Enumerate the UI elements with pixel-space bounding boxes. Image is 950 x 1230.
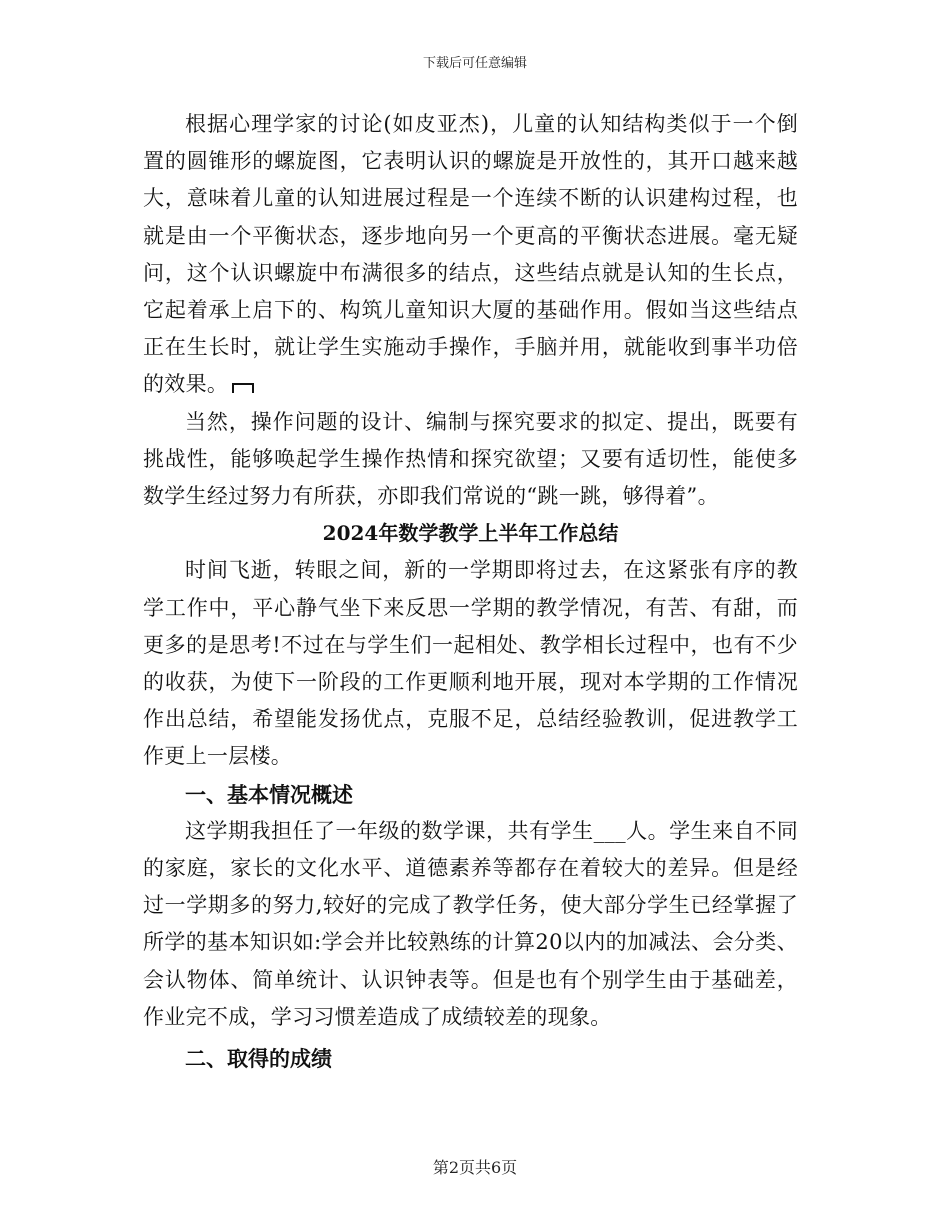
section-title: 2024年数学教学上半年工作总结 [322,521,619,546]
paragraph [143,106,798,404]
section-heading: 一、基本情况概述 [185,781,353,807]
section-heading: 二、取得的成绩 [185,1046,332,1072]
paragraph: 时间飞逝，转眼之间，新的一学期即将过去，在这紧张有序的教学工作中，平心静气坐下来反思一学期的教学情况，有苦、有甜，而更多的是思考!不过在与学生们一起相处、教学相长过程中，也有不少的收获，为使下一阶段的工作更顺利地开展，现对本学期的工作情况作出总结，希望能发扬优点，克服不足，总结经验教训，促进教学工作更上一层楼。 [143,558,798,769]
paragraph-text: 根据心理学家的讨论(如皮亚杰)，儿童的认知结构类似于一个倒置的圆锥形的螺旋图，它表明认识的螺旋是开放性的，其开口越来越大，意味着儿童的认知进展过程是一个连续不断的认识建构过程，也就是由一个平衡状态，逐步地向另一个更高的平衡状态进展。毫无疑问，这个认识螺旋中布满很多的结点，这些结点就是认知的生长点，它起着承上启下的、构筑儿童知识大厦的基础作用。假如当这些结点正在生长时，就让学生实施动手操作，手脑并用，就能收到事半功倍的效果。 [143,112,798,397]
paragraph: 这学期我担任了一年级的数学课，共有学生___人。学生来自不同的家庭，家长的文化水平、道德素养等都存在着较大的差异。但是经过一学期多的努力,较好的完成了教学任务，使大部分学生已经掌握了所学的基本知识如:学会并比较熟练的计算20以内的加减法、会分类、会认物体、简单统计、认识钟表等。但是也有个别学生由于基础差，作业完不成，学习习惯差造成了成绩较差的现象。 [143,818,798,1029]
document-body [143,106,798,1077]
page-header: 下载后可任意编辑 [422,56,527,71]
bracket-mark-icon [232,383,254,393]
paragraph: 当然，操作问题的设计、编制与探究要求的拟定、提出，既要有挑战性，能够唤起学生操作热情和探究欲望；又要有适切性，能使多数学生经过努力有所获，亦即我们常说的“跳一跳，够得着”。 [143,409,798,509]
page-footer: 第2页共6页 [432,1158,518,1177]
